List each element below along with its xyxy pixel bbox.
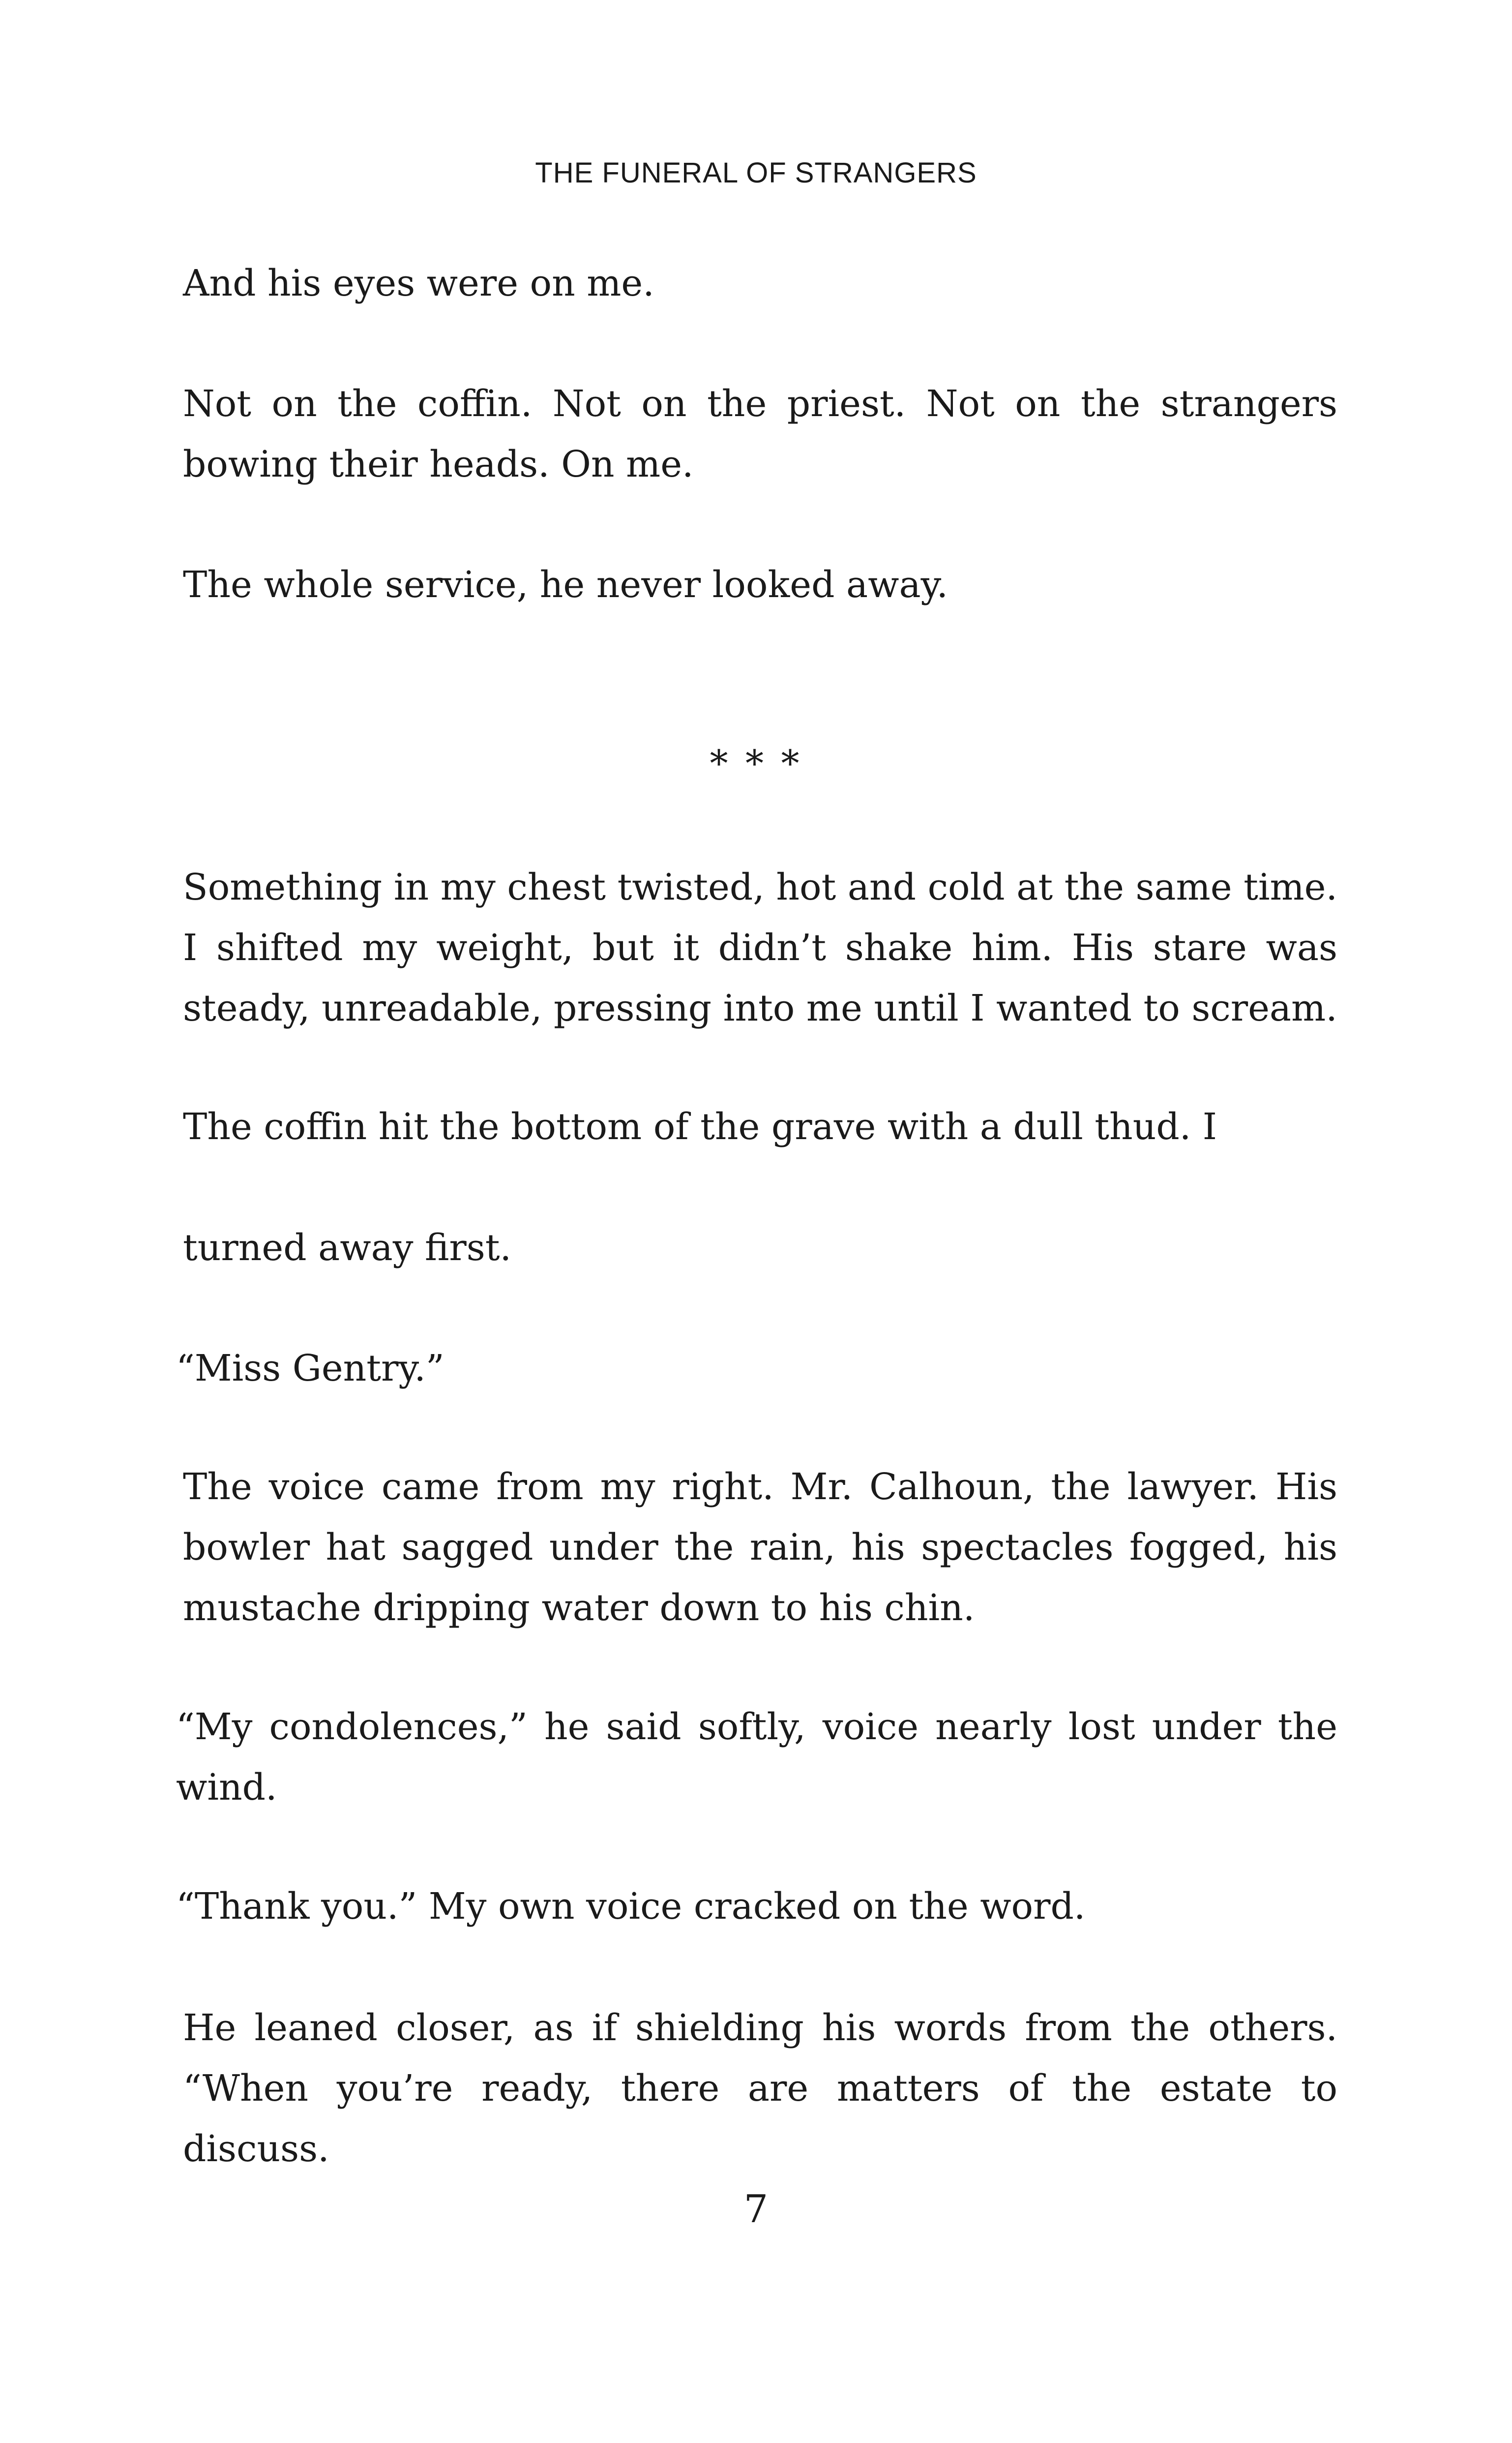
- scene-break: * * *: [710, 743, 802, 785]
- page-number: 7: [743, 2187, 769, 2232]
- paragraph: “Thank you.” My own voice cracked on the word.: [176, 1885, 1086, 1928]
- paragraph: The voice came from my right. Mr. Calhoun, the lawyer. His bowler hat sagged under the rain, his spectacles fogged, his mustache dripping water down to his chin.: [183, 1466, 1337, 1629]
- paragraph: The whole service, he never looked away.: [183, 564, 949, 606]
- paragraph: Something in my chest twisted, hot and cold at the same time. I shifted my weight, but it didn’t shake him. His stare was steady, unreadable, pressing into me until I wanted to scream.: [183, 866, 1337, 1029]
- paragraph: He leaned closer, as if shielding his words from the others. “When you’re ready, there are matters of the estate to discuss.: [183, 2007, 1337, 2170]
- paragraph: The coffin hit the bottom of the grave with a dull thud. I: [183, 1106, 1217, 1148]
- running-header: THE FUNERAL OF STRANGERS: [535, 157, 977, 189]
- paragraph: turned away first.: [183, 1227, 511, 1269]
- paragraph: “Miss Gentry.”: [176, 1347, 445, 1389]
- paragraph: “My condolences,” he said softly, voice nearly lost under the wind.: [176, 1706, 1337, 1809]
- paragraph: And his eyes were on me.: [183, 262, 654, 304]
- paragraph: Not on the coffin. Not on the priest. Not on the strangers bowing their heads. On me.: [183, 383, 1337, 485]
